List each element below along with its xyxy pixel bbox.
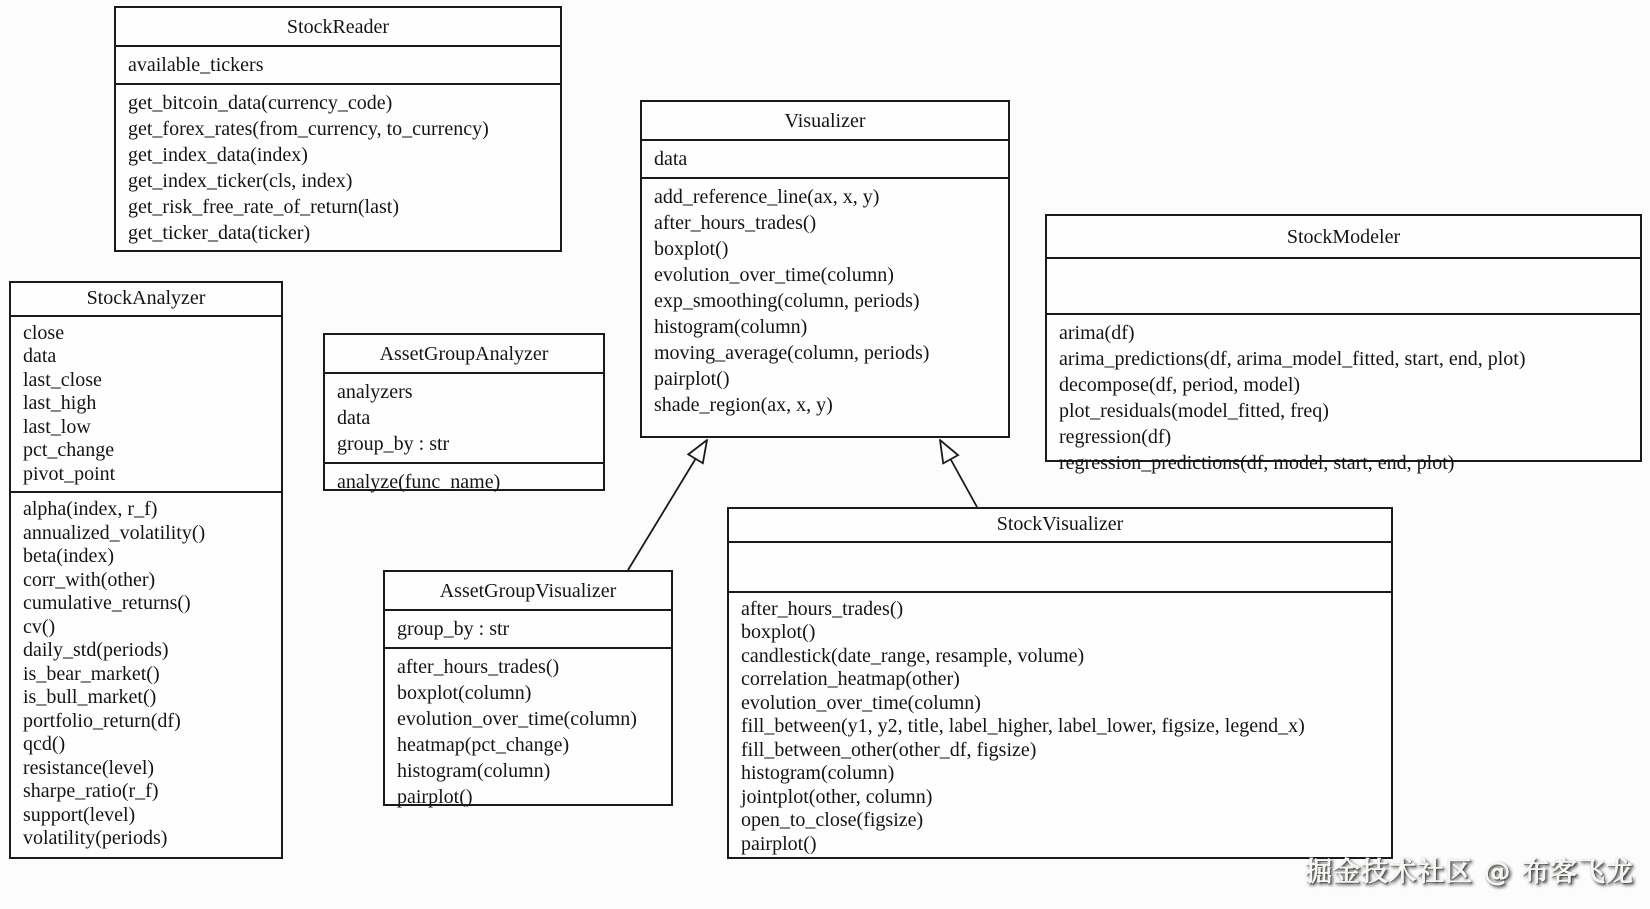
method: resistance(level) <box>23 756 155 779</box>
class-name: StockReader <box>116 8 560 47</box>
class-box-assetgroupanalyzer <box>323 333 605 491</box>
method: beta(index) <box>23 545 115 567</box>
class-name: Visualizer <box>642 102 1008 141</box>
attribute: last_high <box>23 392 97 414</box>
class-name: StockVisualizer <box>729 509 1391 543</box>
method: decompose(df, period, model) <box>1059 374 1301 396</box>
method: qcd() <box>23 733 66 755</box>
attribute: group_by : str <box>397 618 510 640</box>
method: pairplot() <box>397 786 473 808</box>
method: heatmap(pct_change) <box>397 734 570 756</box>
class-name: AssetGroupAnalyzer <box>325 335 603 374</box>
method: add_reference_line(ax, x, y) <box>654 186 880 208</box>
method: correlation_heatmap(other) <box>741 668 960 690</box>
attribute: available_tickers <box>128 54 264 76</box>
method: exp_smoothing(column, periods) <box>654 290 920 312</box>
methods-section <box>642 179 1008 436</box>
method: after_hours_trades() <box>654 212 817 234</box>
method: shade_region(ax, x, y) <box>654 394 833 416</box>
method: open_to_close(figsize) <box>741 809 924 831</box>
method: get_index_ticker(cls, index) <box>128 170 353 192</box>
method: analyze(func_name) <box>337 471 501 493</box>
methods-section <box>385 649 671 815</box>
method: jointplot(other, column) <box>741 785 933 808</box>
attribute: data <box>654 148 688 170</box>
attributes-section <box>325 374 603 464</box>
methods-section <box>1047 315 1640 481</box>
method: is_bull_market() <box>23 686 157 708</box>
attribute: data <box>23 345 57 367</box>
method: regression(df) <box>1059 426 1172 448</box>
attributes-section-empty <box>1047 259 1640 315</box>
method: moving_average(column, periods) <box>654 342 930 364</box>
attributes-section <box>642 141 1008 179</box>
method: get_forex_rates(from_currency, to_currency) <box>128 118 489 140</box>
inheritance-arrow-assetgroupvisualizer-to-visualizer <box>628 440 707 570</box>
method: arima(df) <box>1059 322 1135 344</box>
method: histogram(column) <box>741 762 895 784</box>
method: histogram(column) <box>397 760 551 782</box>
method: boxplot() <box>741 621 816 643</box>
method: get_index_data(index) <box>128 144 308 166</box>
class-box-stockreader <box>114 6 562 252</box>
inheritance-arrow-stockvisualizer-to-visualizer <box>940 440 977 507</box>
method: evolution_over_time(column) <box>654 264 894 286</box>
class-box-stockanalyzer <box>9 281 283 859</box>
watermark: 掘金技术社区 @ 布客飞龙 <box>1305 857 1634 888</box>
method: after_hours_trades() <box>397 656 560 678</box>
class-name: AssetGroupVisualizer <box>385 572 671 611</box>
method: evolution_over_time(column) <box>397 708 637 730</box>
method: get_risk_free_rate_of_return(last) <box>128 196 399 218</box>
methods-section <box>11 493 281 857</box>
attribute: pivot_point <box>23 462 116 485</box>
attributes-section <box>116 47 560 85</box>
method: alpha(index, r_f) <box>23 498 158 520</box>
attributes-section-empty <box>729 543 1391 593</box>
attribute: analyzers <box>337 381 413 403</box>
method: after_hours_trades() <box>741 597 904 620</box>
method: pairplot() <box>654 368 730 390</box>
class-box-visualizer <box>640 100 1010 438</box>
method: boxplot(column) <box>397 682 532 704</box>
method: arima_predictions(df, arima_model_fitted, start, end, plot) <box>1059 348 1526 370</box>
method: fill_between(y1, y2, title, label_higher, label_lower, figsize, legend_x) <box>741 715 1305 737</box>
method: evolution_over_time(column) <box>741 691 981 714</box>
attribute: close <box>23 321 65 344</box>
methods-section <box>116 85 560 251</box>
method: histogram(column) <box>654 316 808 338</box>
method: daily_std(periods) <box>23 639 169 661</box>
class-box-stockvisualizer <box>727 507 1393 859</box>
attribute: data <box>337 407 371 429</box>
method: cumulative_returns() <box>23 592 191 614</box>
method: fill_between_other(other_df, figsize) <box>741 738 1037 761</box>
method: plot_residuals(model_fitted, freq) <box>1059 400 1329 422</box>
method: get_ticker_data(ticker) <box>128 222 311 244</box>
methods-section <box>729 593 1391 862</box>
attribute: last_low <box>23 415 91 438</box>
method: annualized_volatility() <box>23 521 206 544</box>
class-box-stockmodeler <box>1045 214 1642 474</box>
class-name: StockAnalyzer <box>11 283 281 317</box>
method: volatility(periods) <box>23 827 168 849</box>
method: cv() <box>23 615 56 638</box>
method: pairplot() <box>741 832 817 855</box>
method: candlestick(date_range, resample, volume) <box>741 644 1085 667</box>
method: boxplot() <box>654 238 729 260</box>
class-name: StockModeler <box>1047 216 1640 259</box>
attribute: last_close <box>23 368 102 391</box>
class-box-assetgroupvisualizer <box>383 570 673 806</box>
methods-section <box>325 464 603 500</box>
method: regression_predictions(df, model, start, end, plot) <box>1059 452 1455 474</box>
attribute: group_by : str <box>337 433 450 455</box>
method: sharpe_ratio(r_f) <box>23 780 159 802</box>
attribute: pct_change <box>23 439 115 461</box>
method: is_bear_market() <box>23 662 160 685</box>
method: corr_with(other) <box>23 568 156 591</box>
method: get_bitcoin_data(currency_code) <box>128 92 393 114</box>
attributes-section <box>11 317 281 494</box>
method: support(level) <box>23 803 136 826</box>
method: portfolio_return(df) <box>23 709 181 732</box>
attributes-section <box>385 611 671 649</box>
